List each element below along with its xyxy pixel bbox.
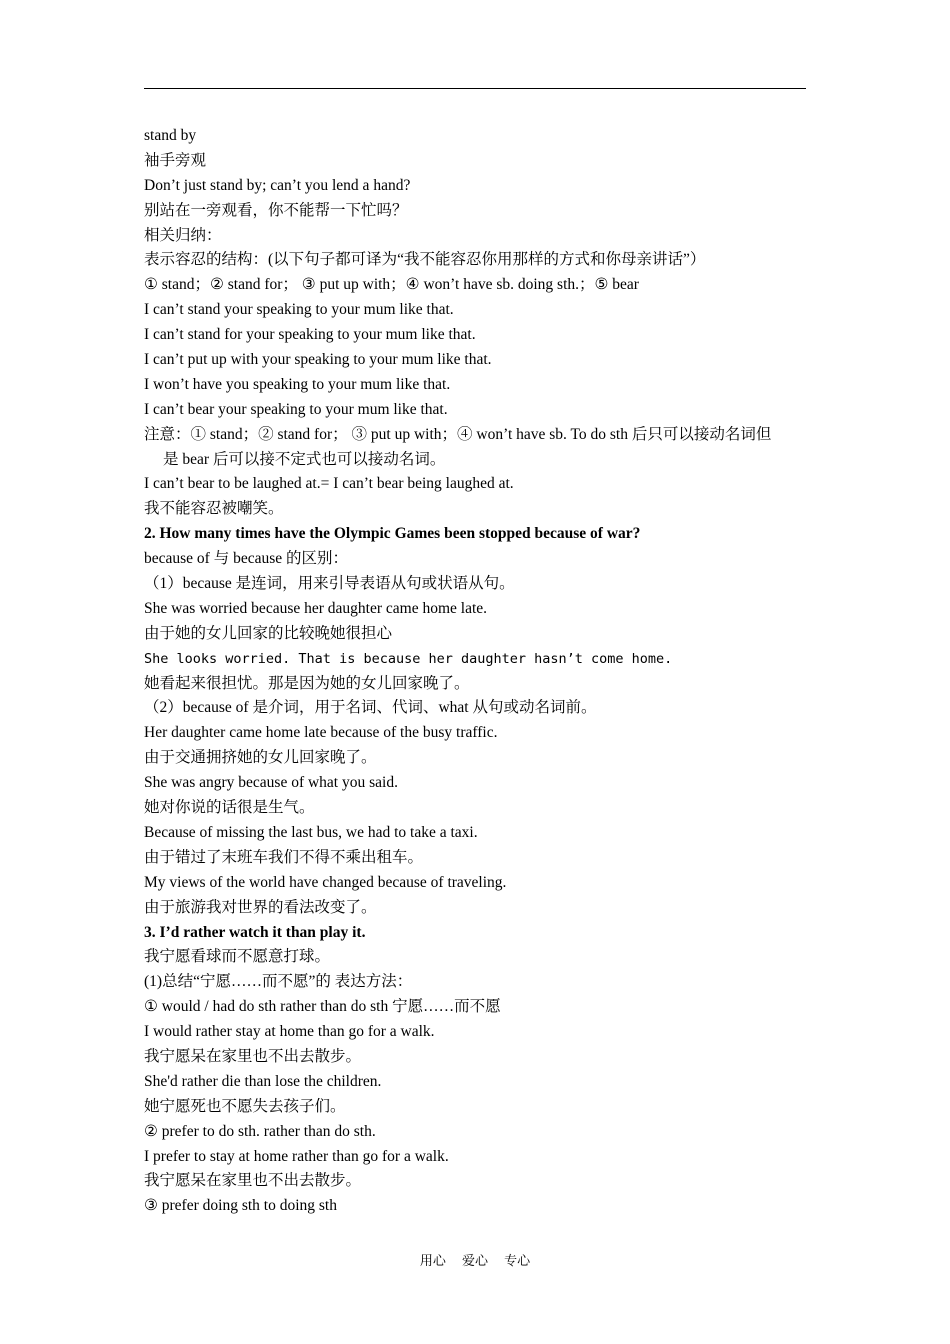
text-line: 由于错过了末班车我们不得不乘出租车。 (144, 848, 424, 866)
text-line: I can’t bear your speaking to your mum like that. (144, 400, 448, 418)
text-line: ③ prefer doing sth to doing sth (144, 1197, 337, 1215)
text-line: I can’t put up with your speaking to your mum like that. (144, 351, 492, 369)
text-line: 是 bear 后可以接不定式也可以接动名词。 (163, 450, 446, 468)
text-line: 我宁愿看球而不愿意打球。 (144, 948, 331, 966)
text-line: She looks worried. That is because her daughter hasn’t come home. (144, 650, 673, 667)
section-heading: 2. How many times have the Olympic Games been stopped because of war? (144, 525, 641, 543)
text-line: She was angry because of what you said. (144, 774, 398, 792)
text-line: ② prefer to do sth. rather than do sth. (144, 1122, 376, 1140)
text-line: 她宁愿死也不愿失去孩子们。 (144, 1097, 346, 1115)
text-line: 我宁愿呆在家里也不出去散步。 (144, 1172, 362, 1190)
text-line: I can’t stand your speaking to your mum like that. (144, 301, 454, 319)
text-line: (1)总结“宁愿……而不愿”的 表达方法： (144, 973, 413, 991)
page-footer: 用心 爱心 专心 (419, 1254, 531, 1269)
header-rule (144, 88, 806, 89)
text-line: She'd rather die than lose the children. (144, 1072, 382, 1090)
text-line: She was worried because her daughter came home late. (144, 599, 488, 617)
text-line: Her daughter came home late because of the busy traffic. (144, 724, 498, 742)
text-line: 由于旅游我对世界的看法改变了。 (144, 898, 377, 916)
text-line: 她对你说的话很是生气。 (144, 799, 315, 817)
text-line: （2）because of 是介词，用于名词、代词、what 从句或动名词前。 (144, 699, 597, 717)
section-heading: 3. I’d rather watch it than play it. (144, 923, 366, 941)
text-line: 别站在一旁观看，你不能帮一下忙吗？ (144, 201, 408, 219)
text-line: 她看起来很担忧。那是因为她的女儿回家晚了。 (144, 674, 470, 692)
text-line: Don’t just stand by; can’t you lend a hand? (144, 176, 411, 194)
text-line: 由于她的女儿回家的比较晚她很担心 (144, 624, 393, 642)
text-line: 袖手旁观 (144, 151, 207, 169)
text-line: I can’t bear to be laughed at.= I can’t bear being laughed at. (144, 475, 514, 493)
text-line: stand by (144, 127, 197, 144)
text-line: Because of missing the last bus, we had to take a taxi. (144, 823, 478, 841)
text-line: ① would / had do sth rather than do sth 宁愿……而不愿 (144, 998, 501, 1016)
text-line: I won’t have you speaking to your mum like that. (144, 375, 451, 393)
text-line: I would rather stay at home than go for a walk. (144, 1023, 435, 1041)
text-line: 相关归纳： (144, 226, 222, 244)
text-line: 表示容忍的结构：(以下句子都可译为“我不能容忍你用那样的方式和你母亲讲话”） (144, 251, 706, 269)
text-line: 我宁愿呆在家里也不出去散步。 (144, 1047, 362, 1065)
text-line: I can’t stand for your speaking to your mum like that. (144, 326, 476, 344)
text-line: （1）because 是连词，用来引导表语从句或状语从句。 (144, 575, 515, 593)
document-body (144, 124, 808, 1219)
text-line: ① stand；② stand for； ③ put up with；④ won’t have sb. doing sth.；⑤ bear (144, 276, 639, 294)
text-line: I prefer to stay at home rather than go for a walk. (144, 1147, 449, 1165)
text-line: 注意：① stand；② stand for； ③ put up with；④ won’t have sb. To do sth 后只可以接动名词但 (144, 425, 772, 443)
text-line: because of 与 because 的区别： (144, 550, 349, 568)
text-line: My views of the world have changed because of traveling. (144, 873, 507, 891)
text-line: 我不能容忍被嘲笑。 (144, 500, 284, 518)
text-line: 由于交通拥挤她的女儿回家晚了。 (144, 749, 377, 767)
